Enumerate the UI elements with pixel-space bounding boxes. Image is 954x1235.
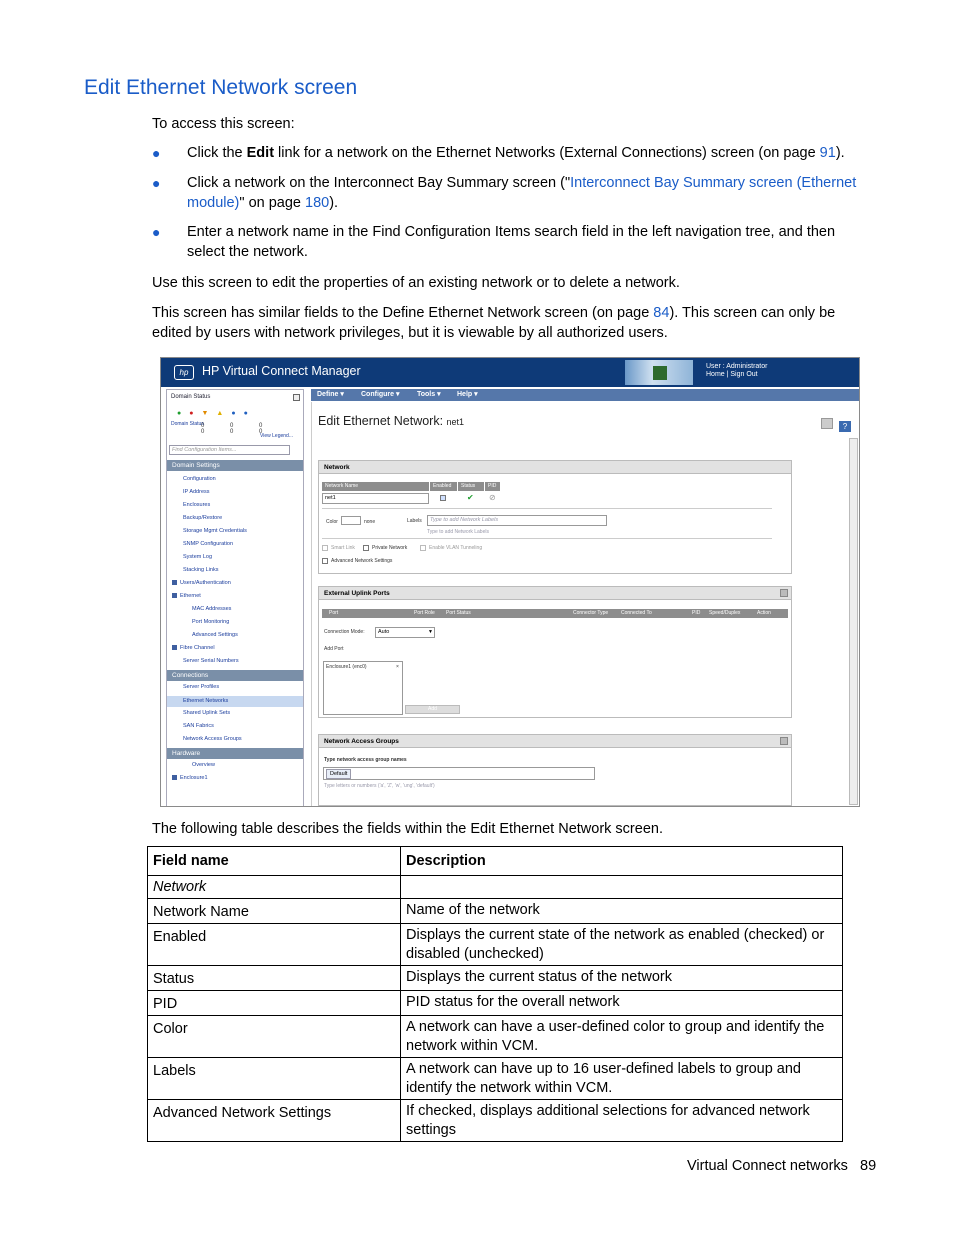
page-link[interactable]: 91 [819,145,836,161]
section-label: Network [148,876,401,899]
table-row [148,1016,843,1058]
header-description: Description [401,847,843,876]
page-link[interactable]: 84 [653,305,670,321]
field-name: Color [148,1016,401,1058]
field-description: Displays the current state of the network as enabled (checked) or disabled (unchecked) [401,924,843,966]
header-image [625,360,693,385]
menu-tools[interactable]: Tools ▾ [417,391,441,398]
col-connected-to: Connected To [621,610,652,616]
connection-mode-select[interactable] [375,627,435,638]
major-icon: ▼ [201,410,217,417]
table-row [148,1058,843,1100]
network-access-groups-panel [318,734,792,806]
nag-hint: Type letters or numbers ('a', 'Z', 'w', 'ung', 'default') [324,783,435,789]
critical-icon: ● [189,410,202,417]
vlan-tunnel-checkbox[interactable] [420,545,426,551]
color-value: none [364,519,376,525]
pane-title-label: Edit Ethernet Network: [318,414,444,428]
table-cell [401,876,843,899]
bullet-text: ). [835,145,845,161]
bullet-text: Click a network on the Interconnect Bay Summary screen (" [187,175,571,191]
domain-status-heading: Domain Status [171,394,211,400]
minor-icon: ▲ [216,410,232,417]
status-counts: 0 0 0 0 0 0 [201,423,275,435]
smart-link-label: Smart Link [331,545,355,551]
content-pane [311,402,859,807]
color-label: Color [326,519,338,525]
expand-icon [172,645,177,650]
field-name: Network Name [148,899,401,924]
field-description: Displays the current status of the network [401,966,843,991]
status-icons [177,410,256,417]
bullet-text: Enter a network name in the Find Configuration Items search field in the left navigation tree, and then select the network. [187,224,836,260]
nav-server-serial[interactable]: Server Serial Numbers [183,658,239,664]
table-row [148,966,843,991]
panel-title [319,735,791,748]
advanced-settings-label: Advanced Network Settings [331,558,393,564]
field-name: Enabled [148,924,401,966]
page-link[interactable]: 180 [305,195,330,211]
collapse-icon [172,593,177,598]
hardware-header[interactable]: Hardware [167,748,303,759]
nav-ethernet[interactable] [172,593,201,599]
page-title: Edit Ethernet Network screen [84,76,358,99]
hp-logo-icon: hp [174,365,194,380]
usage-paragraph: Use this screen to edit the properties of an existing network or to delete a network. [152,275,680,291]
nav-stacking-links[interactable]: Stacking Links [183,567,219,573]
nav-advanced-settings[interactable]: Advanced Settings [192,632,238,638]
close-icon[interactable]: × [396,664,399,670]
nav-label: Users/Authentication [180,580,231,586]
smart-link-checkbox[interactable] [322,545,328,551]
col-status: Status [458,482,484,491]
connection-mode-label: Connection Mode: [324,629,365,635]
domain-settings-header[interactable]: Domain Settings [167,460,303,471]
private-network-checkbox[interactable] [363,545,369,551]
find-config-input[interactable]: Find Configuration Items... [169,445,290,455]
app-header [161,358,860,387]
table-row [148,899,843,924]
bullet-icon: ● [152,175,161,191]
minimize-icon[interactable] [780,589,788,597]
screen-link[interactable]: Interconnect Bay Summary screen (Ethernet module) [187,175,857,211]
nag-type-label: Type network access group names [324,757,407,763]
bullet-text: link for a network on the Ethernet Networks (External Connections) screen (on page [274,145,820,161]
col-speed-duplex: Speed/Duplex [709,610,741,616]
table-row [148,991,843,1016]
col-pid: PID [485,482,500,491]
chevron-down-icon: ▼ [428,629,433,635]
select-value: Auto [378,629,390,635]
bullet-text: " on page [239,195,306,211]
col-action: Action [757,610,771,616]
field-name: PID [148,991,401,1016]
bullet-item-3 [152,222,870,262]
nav-label: Enclosure1 [180,775,208,781]
menu-configure[interactable]: Configure ▾ [361,391,400,398]
advanced-settings-checkbox[interactable] [322,558,328,564]
field-name: Labels [148,1058,401,1100]
nav-shared-uplink[interactable]: Shared Uplink Sets [183,710,231,716]
col-connector-type: Connector Type [573,610,609,616]
menu-bar [311,389,859,401]
nav-snmp[interactable]: SNMP Configuration [183,541,234,547]
col-port: Port [329,610,339,616]
nav-overview[interactable]: Overview [192,762,215,768]
nav-enclosure1[interactable] [172,775,208,781]
color-picker[interactable] [341,516,361,525]
para-text: This screen has similar fields to the Define Ethernet Network screen (on page [152,305,654,321]
uplink-table-header [322,609,788,618]
collapse-icon[interactable] [293,394,300,401]
intro-text: To access this screen: [152,116,295,132]
labels-hint: Type to add Network Labels [427,529,489,535]
bullet-icon: ● [152,145,161,161]
print-icon[interactable] [821,418,833,429]
table-section-row [148,876,843,899]
network-panel [318,460,792,574]
port-list[interactable] [323,661,403,715]
nav-network-access-groups[interactable]: Network Access Groups [183,736,242,742]
nag-input[interactable] [323,767,595,780]
nav-system-log[interactable]: System Log [183,554,213,560]
user-label: User : Administrator [706,363,768,370]
table-intro: The following table describes the fields within the Edit Ethernet Network screen. [152,821,663,837]
field-description: PID status for the overall network [401,991,843,1016]
table-header-row [148,847,843,876]
warning-icon: ● [231,410,244,417]
nav-configuration[interactable]: Configuration [183,476,216,482]
pane-icons [821,416,851,434]
bullet-item-2 [152,173,870,213]
expand-icon [172,580,177,585]
field-description: A network can have up to 16 user-defined labels to group and identify the network within VCM. [401,1058,843,1100]
fields-table [147,846,843,1142]
scrollbar[interactable] [849,438,858,805]
table-row [148,1100,843,1142]
header-field-name: Field name [148,847,401,876]
bullet-icon: ● [152,224,161,240]
col-network-name: Network Name [322,482,429,491]
minimize-icon[interactable] [780,737,788,745]
expand-icon [172,775,177,780]
page-footer [687,1158,876,1174]
nav-ethernet-networks[interactable]: Ethernet Networks [167,696,303,707]
panel-title [319,587,791,600]
nav-server-profiles[interactable]: Server Profiles [183,684,220,690]
user-info [706,363,767,379]
vlan-tunnel-label: Enable VLAN Tunneling [429,545,483,551]
nav-users-auth[interactable] [172,580,231,586]
nav-san-fabrics[interactable]: SAN Fabrics [183,723,214,729]
view-legend-link[interactable]: View Legend... [260,433,293,439]
field-description: Name of the network [401,899,843,924]
nav-ip-address[interactable]: IP Address [183,489,210,495]
pane-title-network: net1 [446,417,465,427]
bullet-item-1 [152,143,870,163]
menu-help[interactable]: Help ▾ [457,391,478,398]
connections-header[interactable]: Connections [167,670,303,681]
bold-text: Edit [246,145,275,161]
table-row [148,924,843,966]
labels-label: Labels [407,518,422,524]
pid-icon: ⊘ [489,493,496,502]
nag-chip[interactable]: Default [326,769,351,779]
panel-title: Network [319,461,791,474]
screenshot-figure [160,357,860,807]
col-pid: PID [692,610,701,616]
field-name: Advanced Network Settings [148,1100,401,1142]
help-icon[interactable]: ? [839,421,851,432]
info-icon: ● [243,410,256,417]
nav-storage-credentials[interactable]: Storage Mgmt Credentials [183,528,247,534]
nav-label: Ethernet [180,593,201,599]
app-title: HP Virtual Connect Manager [202,364,361,378]
page-number: 89 [860,1158,877,1174]
nav-backup-restore[interactable]: Backup/Restore [183,515,223,521]
network-name-input[interactable]: net1 [322,493,429,504]
nav-fibre-channel[interactable] [172,645,215,651]
nav-label: Fibre Channel [180,645,215,651]
menu-define[interactable]: Define ▾ [317,391,344,398]
enabled-checkbox[interactable] [440,495,446,501]
home-signout-links[interactable]: Home | Sign Out [706,371,758,378]
para-text: ). This screen can only be edited by users with network privileges, but it is viewable by all authorized users. [152,305,836,341]
status-ok-icon: ✔ [467,493,474,502]
nav-port-monitoring[interactable]: Port Monitoring [192,619,230,625]
add-port-label: Add Port [324,646,344,652]
bullet-text: Click the [187,145,247,161]
left-navigation [166,389,304,807]
ok-icon: ● [177,410,190,417]
nav-mac-addresses[interactable]: MAC Addresses [192,606,232,612]
field-name: Status [148,966,401,991]
similarity-paragraph [152,303,870,343]
footer-section: Virtual Connect networks [687,1158,848,1174]
private-network-label: Private Network [372,545,408,551]
uplink-ports-panel [318,586,792,718]
port-list-item[interactable]: Enclosure1 (enc0) [326,664,367,670]
field-description: If checked, displays additional selections for advanced network settings [401,1100,843,1142]
panel-title-text: External Uplink Ports [324,590,390,597]
labels-input[interactable]: Type to add Network Labels [427,515,607,526]
col-port-status: Port Status [446,610,471,616]
divider [322,538,772,539]
pane-title [318,414,464,428]
divider [322,508,772,509]
field-description: A network can have a user-defined color to group and identify the network within VCM. [401,1016,843,1058]
bullet-text: ). [329,195,339,211]
domain-status-link[interactable]: Domain Status [171,421,204,427]
col-port-role: Port Role [414,610,435,616]
add-button[interactable]: Add [405,705,460,714]
nav-enclosures[interactable]: Enclosures [183,502,211,508]
col-enabled: Enabled [430,482,457,491]
panel-title-text: Network Access Groups [324,738,399,745]
house-icon [653,366,667,380]
